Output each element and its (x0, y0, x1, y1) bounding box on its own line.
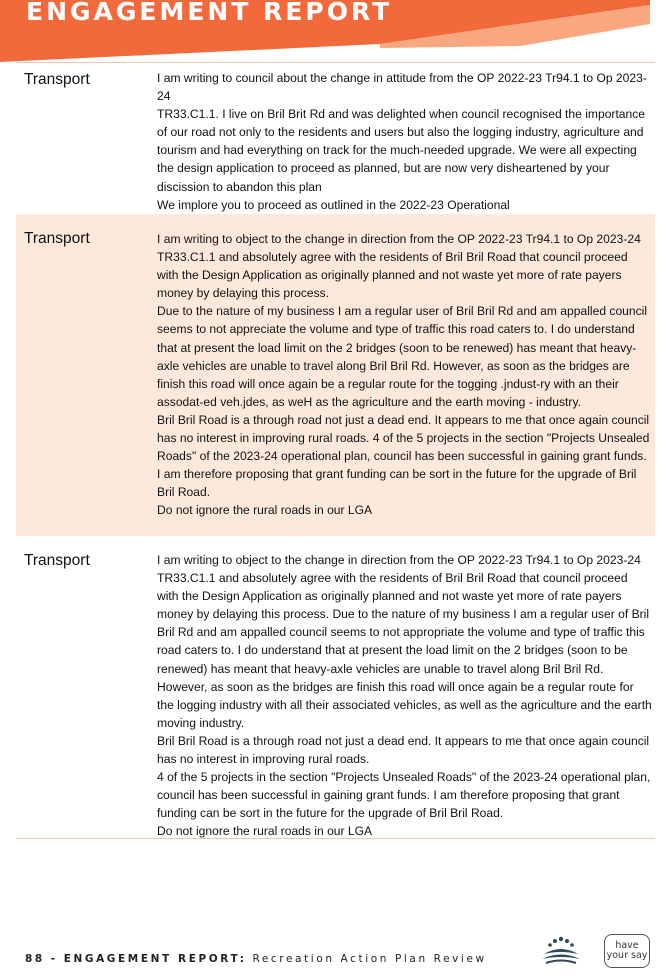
comment-paragraph: I am writing to council about the change in attitude from the OP 2022-23 Tr94.1 to Op 2023-24 (157, 71, 647, 104)
row-category: Transport (24, 71, 90, 88)
row-comment (157, 69, 652, 214)
have-your-say-logo (604, 934, 650, 968)
comment-paragraph: We implore you to proceed as outlined in the 2022-23 Operational (157, 197, 510, 212)
comment-paragraph: TR33.C1.1. I live on Bril Brit Rd and was delighted when council recognised the importance of our road not only to the residents and users but also the logging industry, agriculture and tourism and had everything on track for the much-needed upgrade. We were all expecting the design application to proceed as planned, but are now very disheartened by your discission to abandon this plan (157, 107, 646, 194)
comment-paragraph: I am writing to object to the change in direction from the OP 2022-23 Tr94.1 to Op 2023-24 TR33.C1.1 and absolutely agree with the residents of Bril Bril Road that council proceed with the Design Application as originally planned and not waste yet more of rate payers money by delaying this process. (157, 232, 641, 301)
page-header (0, 0, 670, 62)
row-comment (157, 551, 652, 841)
comment-paragraph: Bril Bril Road is a through road not just a dead end. It appears to me that once again council has no interest in improving rural roads. (157, 733, 650, 767)
logo-line: have (615, 940, 639, 951)
port-macquarie-logo (532, 934, 590, 970)
comment-paragraph: Do not ignore the rural roads in our LGA (157, 503, 373, 518)
table-row (16, 536, 655, 838)
footer-subtitle: Recreation Action Plan Review (252, 953, 487, 965)
comment-paragraph: 4 of the 5 projects in the section "Projects Unsealed Roads" of the 2023-24 operational plan, council has been successful in gaining grant funds. I am therefore proposing that grant funding can be sort in the future for the upgrade of Bril Bril Road. (157, 770, 651, 821)
page-footer (25, 953, 487, 965)
table-row (16, 214, 655, 536)
logo-line: your say (606, 950, 648, 961)
comment-paragraph: Do not ignore the rural roads in our LGA (157, 824, 373, 839)
comment-paragraph: Bril Bril Road is a through road not just a dead end. It appears to me that once again council has no interest in improving rural roads. 4 of the 5 projects in the section "Projects Unsealed Roads" of the 2023-24 operational plan, council has been successful in gaining grant funds. I am therefore proposing that grant funding can be sort in the future for the upgrade of Bril Bril Road. (157, 412, 650, 500)
row-divider (16, 838, 655, 839)
comment-paragraph: I am writing to object to the change in direction from the OP 2022-23 Tr94.1 to Op 2023-24 TR33.C1.1 and absolutely agree with the residents of Bril Bril Road that council proceed with the Design Application as originally planned and not waste yet more of rate payers money by delaying this process. Due to the nature of my business I am a regular user of Bril Bril Rd and am appalled council seems to not appropriate the volume and type of traffic this road caters to. I do understand that at present the load limit on the 2 bridges (soon to be renewed) has meant that heavy-axle vehicles are unable to travel along Bril Bril Rd. However, as soon as the bridges are finish this road will once again be a regular route for the logging industry with all their associated vehicles, as well as the agriculture and the earth moving industry. (157, 553, 652, 730)
row-comment (157, 230, 652, 520)
page-number: 88 (25, 953, 45, 965)
footer-separator: - (50, 953, 58, 965)
comment-paragraph: Due to the nature of my business I am a regular user of Bril Bril Rd and am appalled council seems to not appreciate the volume and type of traffic this road caters to. I do understand that at present the load limit on the 2 bridges (soon to be renewed) has meant that heavy-axle vehicles are unable to travel along Bril Bril Rd. However, as soon as the bridges are finish this road will once again be a regular route for the togging .jndust-ry with an their assodat-ed veh.jdes, as weH as the agriculture and the earth moving - industry. (157, 304, 648, 409)
report-title: ENGAGEMENT REPORT (26, 0, 393, 26)
table-row (16, 63, 655, 214)
row-category: Transport (24, 230, 90, 247)
row-category: Transport (24, 552, 90, 569)
footer-report-label: ENGAGEMENT REPORT: (63, 953, 247, 965)
